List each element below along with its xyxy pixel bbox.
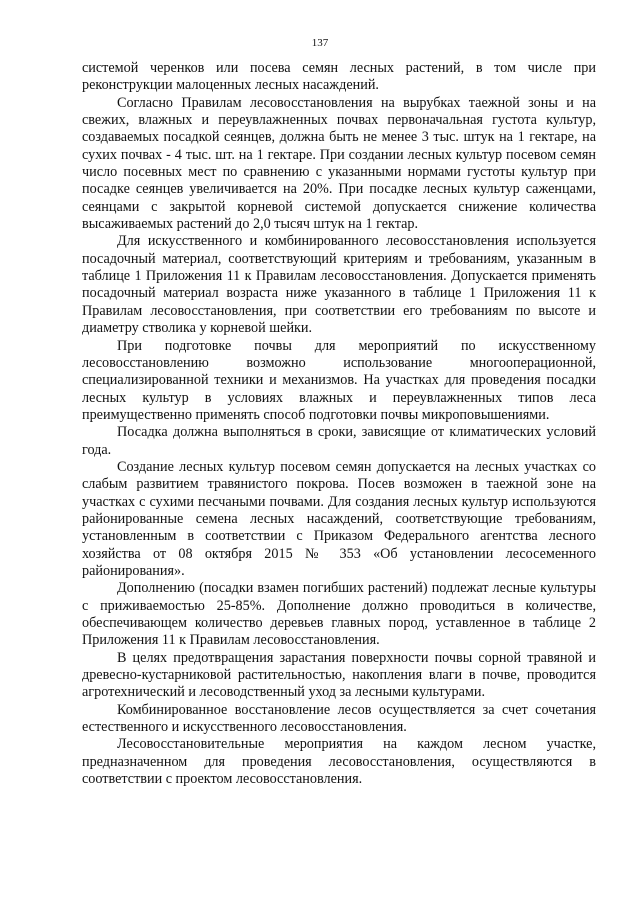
paragraph-4: При подготовке почвы для мероприятий по искусственному лесовосстановлению возможно использование многооперационной, специализированной техники и механизмов. На участках для проведения посадки лесных культур в условиях влажных и переувлажненных типов леса преимущественно применять способ подготовки почвы микроповышениями. — [82, 337, 596, 423]
paragraph-5: Посадка должна выполняться в сроки, зависящие от климатических условий года. — [82, 424, 596, 458]
paragraph-7: Дополнению (посадки взамен погибших растений) подлежат лесные культуры с приживаемостью 25-85%. Дополнение должно проводиться в количестве, обеспечивающем количество деревьев главных пород, уставленное в таблице 2 Приложения 11 к Правилам лесовосстановления. — [82, 580, 596, 649]
document-body — [82, 60, 596, 788]
paragraph-1: системой черенков или посева семян лесных растений, в том числе при реконструкции малоценных лесных насаждений. — [82, 60, 596, 94]
page-number: 137 — [311, 37, 329, 49]
paragraph-3: Для искусственного и комбинированного лесовосстановления используется посадочный материал, соответствующий критериям и требованиям, указанным в таблице 1 Приложения 11 к Правилам лесовосстановления. Допускается применять посадочный материал возраста ниже указанного в таблице 1 Приложения 11 к Правилам лесовосстановления, при соответствии его требованиям по высоте и диаметру стволика у корневой шейки. — [82, 233, 596, 337]
paragraph-8: В целях предотвращения зарастания поверхности почвы сорной травяной и древесно-кустарниковой растительностью, накопления влаги в почве, проводится агротехнический и лесоводственный уход за лесными культурами. — [82, 649, 596, 701]
paragraph-10: Лесовосстановительные мероприятия на каждом лесном участке, предназначенном для проведения лесовосстановления, осуществляются в соответствии с проектом лесовосстановления. — [82, 736, 596, 788]
paragraph-2: Согласно Правилам лесовосстановления на вырубках таежной зоны и на свежих, влажных и переувлажненных почвах первоначальная густота культур, создаваемых посадкой сеянцев, должна быть не менее 3 тыс. штук на 1 гектаре, на сухих почвах - 4 тыс. шт. на 1 гектаре. При создании лесных культур посевом семян число посевных мест по сравнению с указанными нормами густоты культур при посадке сеянцев увеличивается на 20%. При посадке лесных культур саженцами, сеянцами с закрытой корневой системой допускается снижение количества высаживаемых растений до 2,0 тысяч штук на 1 гектар. — [82, 94, 596, 233]
paragraph-6: Создание лесных культур посевом семян допускается на лесных участках со слабым развитием травянистого покрова. Посев возможен в таежной зоне на участках с сухими песчаными почвами. Для создания лесных культур используются районированные семена лесных насаждений, соответствующие требованиям, установленным в соответствии с Приказом Федерального агентства лесного хозяйства от 08 октября 2015 № 353 «Об установлении лесосеменного районирования». — [82, 458, 596, 579]
paragraph-9: Комбинированное восстановление лесов осуществляется за счет сочетания естественного и искусственного лесовосстановления. — [82, 701, 596, 736]
